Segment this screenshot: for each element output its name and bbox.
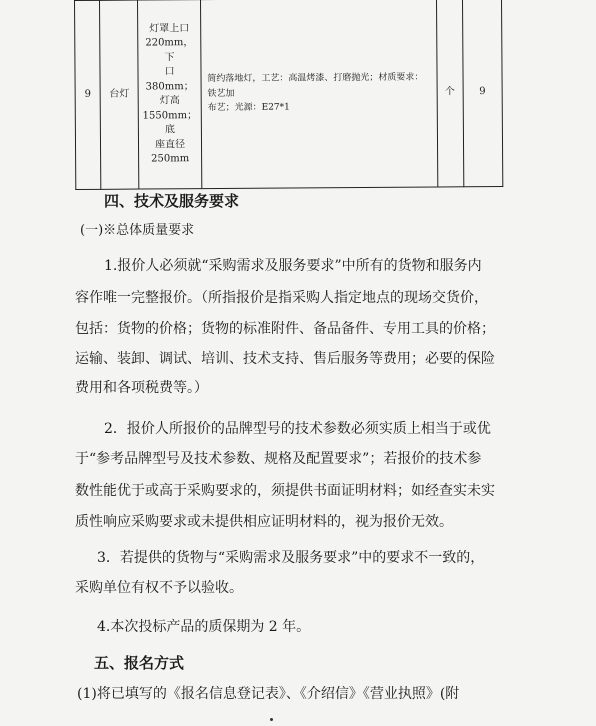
cell-dimensions: [138, 0, 202, 189]
description-line: 简约落地灯，工艺：高温烤漆、打磨抛光；材质要求：铁艺加: [207, 72, 424, 99]
dimension-line: 220mm，下: [145, 37, 194, 63]
paragraph-line: 4.本次投标产品的质保期为 2 年。: [97, 619, 311, 635]
paragraph-line: 1.报价人必须就“采购需求及服务要求”中所有的货物和服务内: [104, 258, 482, 274]
scan-mark: [270, 718, 273, 721]
paragraph-line: 包括：货物的价格；货物的标准附件、备品备件、专用工具的价格；: [75, 321, 495, 337]
paragraph-line: 于“参考品牌型号及技术参数、规格及配置要求”；若报价的技术参: [75, 451, 482, 467]
paragraph-line: 2．报价人所报价的品牌型号的技术参数必须实质上相当于或优: [104, 421, 491, 437]
section-heading: 四、技术及服务要求: [104, 192, 240, 210]
subsection-heading: (一)※总体质量要求: [80, 223, 195, 238]
description-line: 布艺；光源：E27*1: [207, 102, 290, 114]
cell-row-number: 9: [75, 0, 102, 189]
paragraph-line: 容作唯一完整报价。（所指报价是指采购人指定地点的现场交货价，: [75, 290, 488, 306]
dimension-line: 250mm: [151, 153, 190, 165]
paragraph-line: 数性能优于或高于采购要求的，须提供书面证明材料；如经查实未实: [75, 483, 495, 499]
dimension-line: 灯高: [159, 95, 180, 107]
paragraph-line: 质性响应采购要求或未提供相应证明材料的，视为报价无效。: [75, 514, 453, 530]
section-heading: 五、报名方式: [94, 654, 185, 672]
product-table: [74, 0, 503, 190]
paragraph-line: 3．若提供的货物与“采购需求及服务要求”中的要求不一致的，: [97, 550, 485, 566]
paragraph-line: 费用和各项税费等。）: [75, 380, 208, 396]
dimension-line: 座直径: [155, 138, 186, 150]
paragraph-line: 采购单位有权不予以验收。: [75, 580, 243, 596]
cell-description: [200, 0, 437, 189]
dimension-line: 1550mm；底: [142, 109, 198, 136]
cell-unit: 个: [436, 0, 463, 187]
dimension-line: 口 380mm；: [145, 66, 194, 93]
cell-item-name: 台灯: [100, 0, 139, 189]
paragraph-line: (1)将已填写的《报名信息登记表》、《介绍信》《营业执照》(附: [77, 686, 460, 702]
cell-quantity: 9: [462, 0, 503, 187]
dimension-line: 灯罩上口: [149, 22, 190, 34]
paragraph-line: 运输、装卸、调试、培训、技术支持、售后服务等费用；必要的保险: [75, 351, 495, 367]
table-row: [75, 0, 503, 189]
